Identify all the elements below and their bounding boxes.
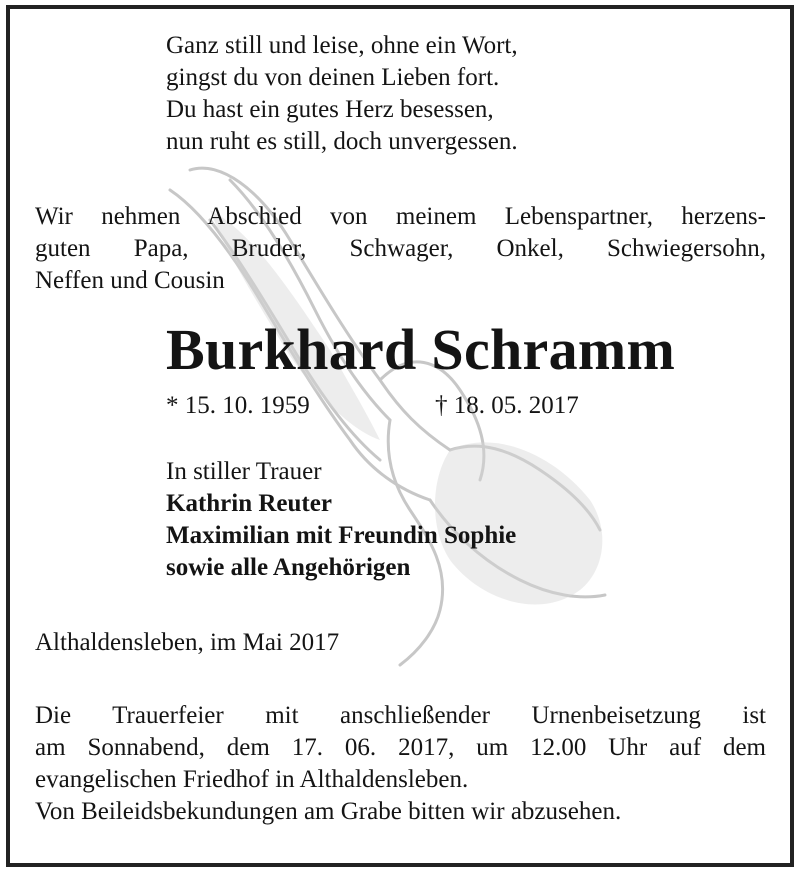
mourner-name: Kathrin Reuter: [166, 490, 332, 517]
death-date: † 18. 05. 2017: [435, 392, 579, 419]
funeral-line: Die Trauerfeier mit anschließender Urnenbeisetzung ist: [35, 702, 766, 729]
intro-line: guten Papa, Bruder, Schwager, Onkel, Schwiegersohn,: [35, 235, 766, 262]
poem-line: gingst du von deinen Lieben fort.: [166, 64, 500, 91]
poem: [166, 30, 686, 158]
poem-line: Du hast ein gutes Herz besessen,: [166, 96, 494, 123]
poem-line: Ganz still und leise, ohne ein Wort,: [166, 32, 518, 59]
intro-line: Neffen und Cousin: [35, 267, 225, 294]
funeral-line: am Sonnabend, dem 17. 06. 2017, um 12.00 Uhr auf dem: [35, 734, 766, 761]
deceased-name: Burkhard Schramm: [166, 317, 676, 382]
funeral-line: Von Beileidsbekundungen am Grabe bitten wir abzusehen.: [35, 798, 622, 825]
mourners-heading: In stiller Trauer: [166, 458, 322, 485]
birth-date: * 15. 10. 1959: [166, 392, 310, 419]
place-date: Althaldensleben, im Mai 2017: [35, 629, 340, 656]
farewell-intro: [35, 201, 766, 297]
mourners-block: [166, 456, 726, 584]
funeral-notice: [35, 700, 766, 828]
intro-line: Wir nehmen Abschied von meinem Lebenspartner, herzens-: [35, 203, 766, 230]
funeral-line: evangelischen Friedhof in Althaldensleben.: [35, 766, 469, 793]
mourner-name: sowie alle Angehörigen: [166, 554, 411, 581]
life-dates: [166, 390, 766, 422]
poem-line: nun ruht es still, doch unvergessen.: [166, 128, 518, 155]
mourner-name: Maximilian mit Freundin Sophie: [166, 522, 517, 549]
